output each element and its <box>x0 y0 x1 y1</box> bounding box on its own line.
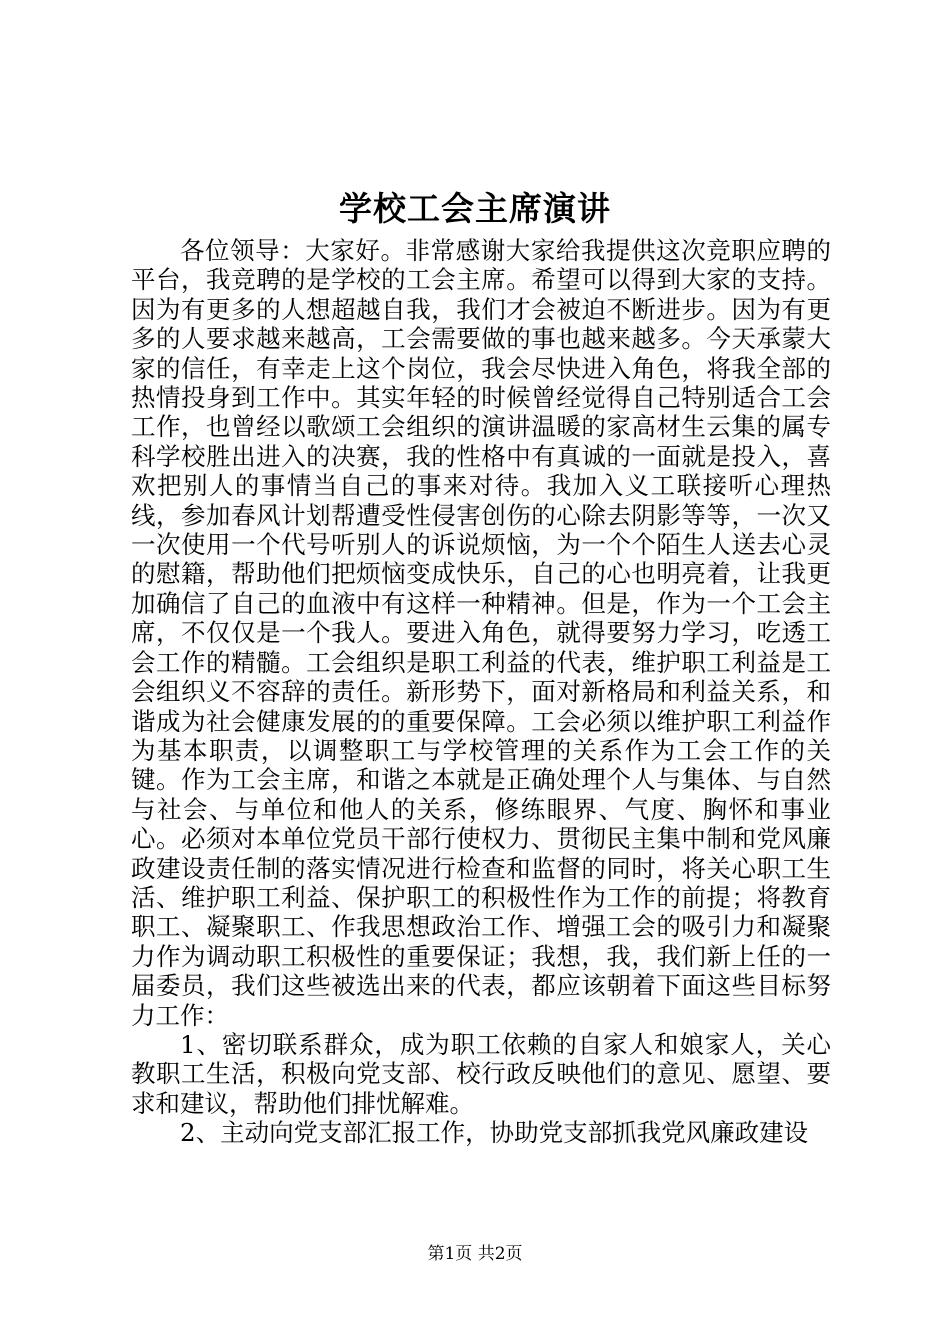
document-title: 学校工会主席演讲 <box>339 189 611 228</box>
paragraph-item-2: 2、主动向党支部汇报工作，协助党支部抓我党风廉政建设 <box>180 1118 809 1148</box>
paragraph-intro: 各位领导：大家好。非常感谢大家给我提供这次竞职应聘的平台，我竞聘的是学校的工会主席。希望可以得到大家的支持。因为有更多的人想超越自我，我们才会被迫不断进步。因为有更多的人要求越来越高，工会需要做的事也越来越多。今天承蒙大家的信任，有幸走上这个岗位，我会尽快进入角色，将我全部的热情投身到工作中。其实年轻的时候曾经觉得自己特别适合工会工作，也曾经以歌颂工会组织的演讲温暖的家高材生云集的属专科学校胜出进入的决赛，我的性格中有真诚的一面就是投入，喜欢把别人的事情当自己的事来对待。我加入义工联接听心理热线，参加春风计划帮遭受性侵害创伤的心除去阴影等等，一次又一次使用一个代号听别人的诉说烦恼，为一个个陌生人送去心灵的慰籍，帮助他们把烦恼变成快乐，自己的心也明亮着，让我更加确信了自己的血液中有这样一种精神。但是，作为一个工会主席，不仅仅是一个我人。要进入角色，就得要努力学习，吃透工会工作的精髓。工会组织是职工利益的代表，维护职工利益是工会组织义不容辞的责任。新形势下，面对新格局和利益关系，和谐成为社会健康发展的的重要保障。工会必须以维护职工利益作为基本职责，以调整职工与学校管理的关系作为工会工作的关键。作为工会主席，和谐之本就是正确处理个人与集体、与自然与社会、与单位和他人的关系，修练眼界、气度、胸怀和事业心。必须对本单位党员干部行使权力、贯彻民主集中制和党风廉政建设责任制的落实情况进行检查和监督的同时，将关心职工生活、维护职工利益、保护职工的积极性作为工作的前提；将教育职工、凝聚职工、作我思想政治工作、增强工会的吸引力和凝聚力作为调动职工积极性的重要保证；我想，我，我们新上任的一届委员，我们这些被选出来的代表，都应该朝着下面这些目标努力工作： <box>131 236 831 1030</box>
document-body <box>131 236 831 1148</box>
paragraph-item-1: 1、密切联系群众，成为职工依赖的自家人和娘家人，关心教职工生活，积极向党支部、校行政反映他们的意见、愿望、要求和建议，帮助他们排忧解难。 <box>131 1029 831 1118</box>
page-number: 第1页 共2页 <box>427 1244 523 1264</box>
